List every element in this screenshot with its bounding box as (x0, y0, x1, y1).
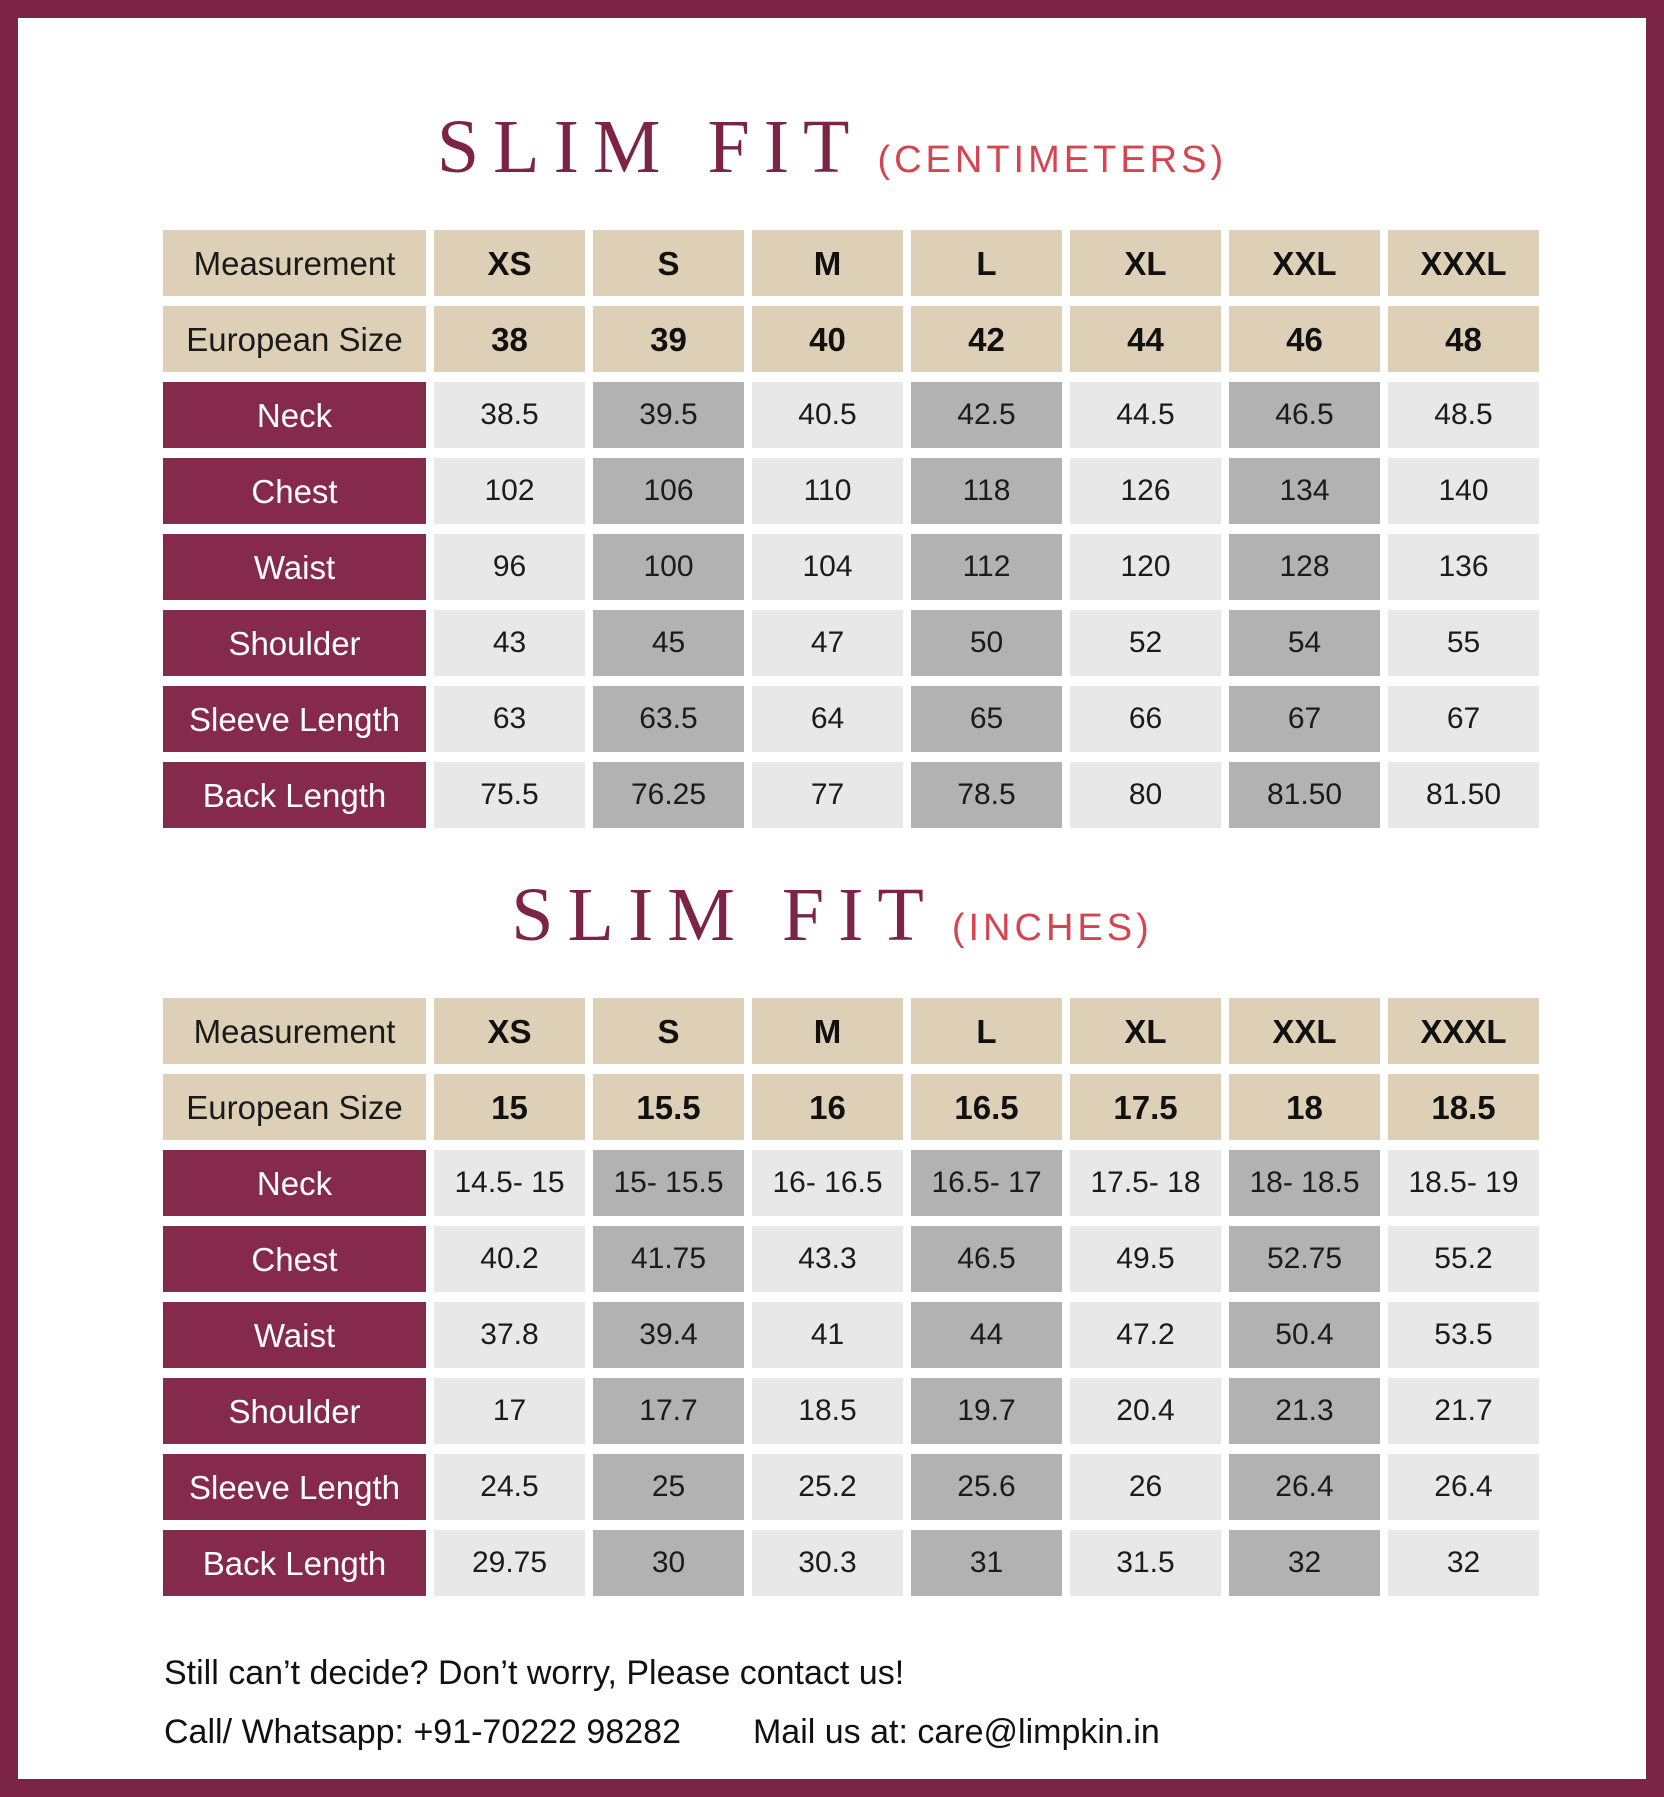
footer-contact (164, 1654, 1160, 1752)
value-cell: 120 (1070, 534, 1221, 600)
value-cell: 49.5 (1070, 1226, 1221, 1292)
value-cell: 112 (911, 534, 1062, 600)
value-cell: 136 (1388, 534, 1539, 600)
size-header-cell: XL (1070, 998, 1221, 1064)
measurement-header-cell: Measurement (163, 998, 426, 1064)
value-cell: 63.5 (593, 686, 744, 752)
footer-contact-line (164, 1713, 1160, 1752)
value-cell: 81.50 (1229, 762, 1380, 828)
title-inches (18, 872, 1646, 959)
value-cell: 39.5 (593, 382, 744, 448)
size-header-cell: XXXL (1388, 230, 1539, 296)
value-cell: 55.2 (1388, 1226, 1539, 1292)
value-cell: 134 (1229, 458, 1380, 524)
value-cell: 52 (1070, 610, 1221, 676)
value-cell: 26 (1070, 1454, 1221, 1520)
value-cell: 19.7 (911, 1378, 1062, 1444)
row-label-cell: Shoulder (163, 1378, 426, 1444)
value-cell: 42.5 (911, 382, 1062, 448)
value-cell: 53.5 (1388, 1302, 1539, 1368)
value-cell: 96 (434, 534, 585, 600)
european-size-value-cell: 42 (911, 306, 1062, 372)
value-cell: 21.7 (1388, 1378, 1539, 1444)
size-header-cell: XXL (1229, 230, 1380, 296)
value-cell: 16- 16.5 (752, 1150, 903, 1216)
value-cell: 24.5 (434, 1454, 585, 1520)
value-cell: 77 (752, 762, 903, 828)
value-cell: 41 (752, 1302, 903, 1368)
size-header-cell: XS (434, 998, 585, 1064)
value-cell: 30.3 (752, 1530, 903, 1596)
value-cell: 67 (1229, 686, 1380, 752)
value-cell: 128 (1229, 534, 1380, 600)
value-cell: 66 (1070, 686, 1221, 752)
european-size-value-cell: 40 (752, 306, 903, 372)
row-label-cell: Neck (163, 1150, 426, 1216)
value-cell: 29.75 (434, 1530, 585, 1596)
value-cell: 43.3 (752, 1226, 903, 1292)
value-cell: 31.5 (1070, 1530, 1221, 1596)
size-header-cell: XS (434, 230, 585, 296)
row-label-cell: Chest (163, 458, 426, 524)
title-unit-label: (INCHES) (951, 907, 1153, 949)
value-cell: 45 (593, 610, 744, 676)
value-cell: 18.5 (752, 1378, 903, 1444)
european-size-value-cell: 44 (1070, 306, 1221, 372)
value-cell: 47.2 (1070, 1302, 1221, 1368)
value-cell: 106 (593, 458, 744, 524)
european-size-label-cell: European Size (163, 1074, 426, 1140)
value-cell: 25.6 (911, 1454, 1062, 1520)
european-size-value-cell: 17.5 (1070, 1074, 1221, 1140)
value-cell: 16.5- 17 (911, 1150, 1062, 1216)
value-cell: 41.75 (593, 1226, 744, 1292)
value-cell: 110 (752, 458, 903, 524)
value-cell: 32 (1229, 1530, 1380, 1596)
value-cell: 25 (593, 1454, 744, 1520)
row-label-cell: Chest (163, 1226, 426, 1292)
title-text: SLIM FIT (436, 105, 864, 189)
size-header-cell: XXL (1229, 998, 1380, 1064)
value-cell: 38.5 (434, 382, 585, 448)
value-cell: 26.4 (1388, 1454, 1539, 1520)
row-label-cell: Back Length (163, 762, 426, 828)
value-cell: 17 (434, 1378, 585, 1444)
value-cell: 54 (1229, 610, 1380, 676)
size-header-cell: XL (1070, 230, 1221, 296)
value-cell: 140 (1388, 458, 1539, 524)
value-cell: 75.5 (434, 762, 585, 828)
value-cell: 44 (911, 1302, 1062, 1368)
row-label-cell: Waist (163, 1302, 426, 1368)
value-cell: 126 (1070, 458, 1221, 524)
value-cell: 64 (752, 686, 903, 752)
value-cell: 55 (1388, 610, 1539, 676)
value-cell: 40.5 (752, 382, 903, 448)
size-table-inches (163, 998, 1539, 1596)
value-cell: 32 (1388, 1530, 1539, 1596)
value-cell: 14.5- 15 (434, 1150, 585, 1216)
row-label-cell: Sleeve Length (163, 1454, 426, 1520)
value-cell: 20.4 (1070, 1378, 1221, 1444)
row-label-cell: Waist (163, 534, 426, 600)
value-cell: 47 (752, 610, 903, 676)
title-centimeters (18, 104, 1646, 191)
value-cell: 100 (593, 534, 744, 600)
value-cell: 78.5 (911, 762, 1062, 828)
value-cell: 104 (752, 534, 903, 600)
value-cell: 39.4 (593, 1302, 744, 1368)
european-size-value-cell: 39 (593, 306, 744, 372)
value-cell: 80 (1070, 762, 1221, 828)
size-header-cell: L (911, 998, 1062, 1064)
value-cell: 50.4 (1229, 1302, 1380, 1368)
row-label-cell: Sleeve Length (163, 686, 426, 752)
european-size-value-cell: 18 (1229, 1074, 1380, 1140)
value-cell: 26.4 (1229, 1454, 1380, 1520)
value-cell: 21.3 (1229, 1378, 1380, 1444)
row-label-cell: Shoulder (163, 610, 426, 676)
size-header-cell: M (752, 998, 903, 1064)
european-size-value-cell: 38 (434, 306, 585, 372)
value-cell: 65 (911, 686, 1062, 752)
value-cell: 37.8 (434, 1302, 585, 1368)
footer-help-text: Still can’t decide? Don’t worry, Please contact us! (164, 1654, 905, 1692)
row-label-cell: Back Length (163, 1530, 426, 1596)
title-text: SLIM FIT (511, 873, 938, 957)
value-cell: 30 (593, 1530, 744, 1596)
size-header-cell: XXXL (1388, 998, 1539, 1064)
european-size-value-cell: 15.5 (593, 1074, 744, 1140)
value-cell: 76.25 (593, 762, 744, 828)
value-cell: 102 (434, 458, 585, 524)
value-cell: 118 (911, 458, 1062, 524)
size-header-cell: L (911, 230, 1062, 296)
value-cell: 31 (911, 1530, 1062, 1596)
measurement-header-cell: Measurement (163, 230, 426, 296)
value-cell: 17.5- 18 (1070, 1150, 1221, 1216)
footer-mail: Mail us at: care@limpkin.in (752, 1713, 1160, 1751)
footer-call-whatsapp: Call/ Whatsapp: +91-70222 98282 (164, 1713, 681, 1751)
value-cell: 18- 18.5 (1229, 1150, 1380, 1216)
value-cell: 44.5 (1070, 382, 1221, 448)
european-size-value-cell: 18.5 (1388, 1074, 1539, 1140)
value-cell: 46.5 (911, 1226, 1062, 1292)
european-size-label-cell: European Size (163, 306, 426, 372)
size-header-cell: M (752, 230, 903, 296)
value-cell: 52.75 (1229, 1226, 1380, 1292)
european-size-value-cell: 48 (1388, 306, 1539, 372)
european-size-value-cell: 15 (434, 1074, 585, 1140)
european-size-value-cell: 16.5 (911, 1074, 1062, 1140)
size-table-centimeters (163, 230, 1539, 828)
value-cell: 25.2 (752, 1454, 903, 1520)
value-cell: 50 (911, 610, 1062, 676)
size-header-cell: S (593, 998, 744, 1064)
value-cell: 46.5 (1229, 382, 1380, 448)
european-size-value-cell: 46 (1229, 306, 1380, 372)
value-cell: 48.5 (1388, 382, 1539, 448)
value-cell: 18.5- 19 (1388, 1150, 1539, 1216)
value-cell: 17.7 (593, 1378, 744, 1444)
value-cell: 63 (434, 686, 585, 752)
value-cell: 43 (434, 610, 585, 676)
row-label-cell: Neck (163, 382, 426, 448)
size-header-cell: S (593, 230, 744, 296)
value-cell: 15- 15.5 (593, 1150, 744, 1216)
value-cell: 40.2 (434, 1226, 585, 1292)
value-cell: 67 (1388, 686, 1539, 752)
title-unit-label: (CENTIMETERS) (877, 139, 1228, 181)
european-size-value-cell: 16 (752, 1074, 903, 1140)
value-cell: 81.50 (1388, 762, 1539, 828)
